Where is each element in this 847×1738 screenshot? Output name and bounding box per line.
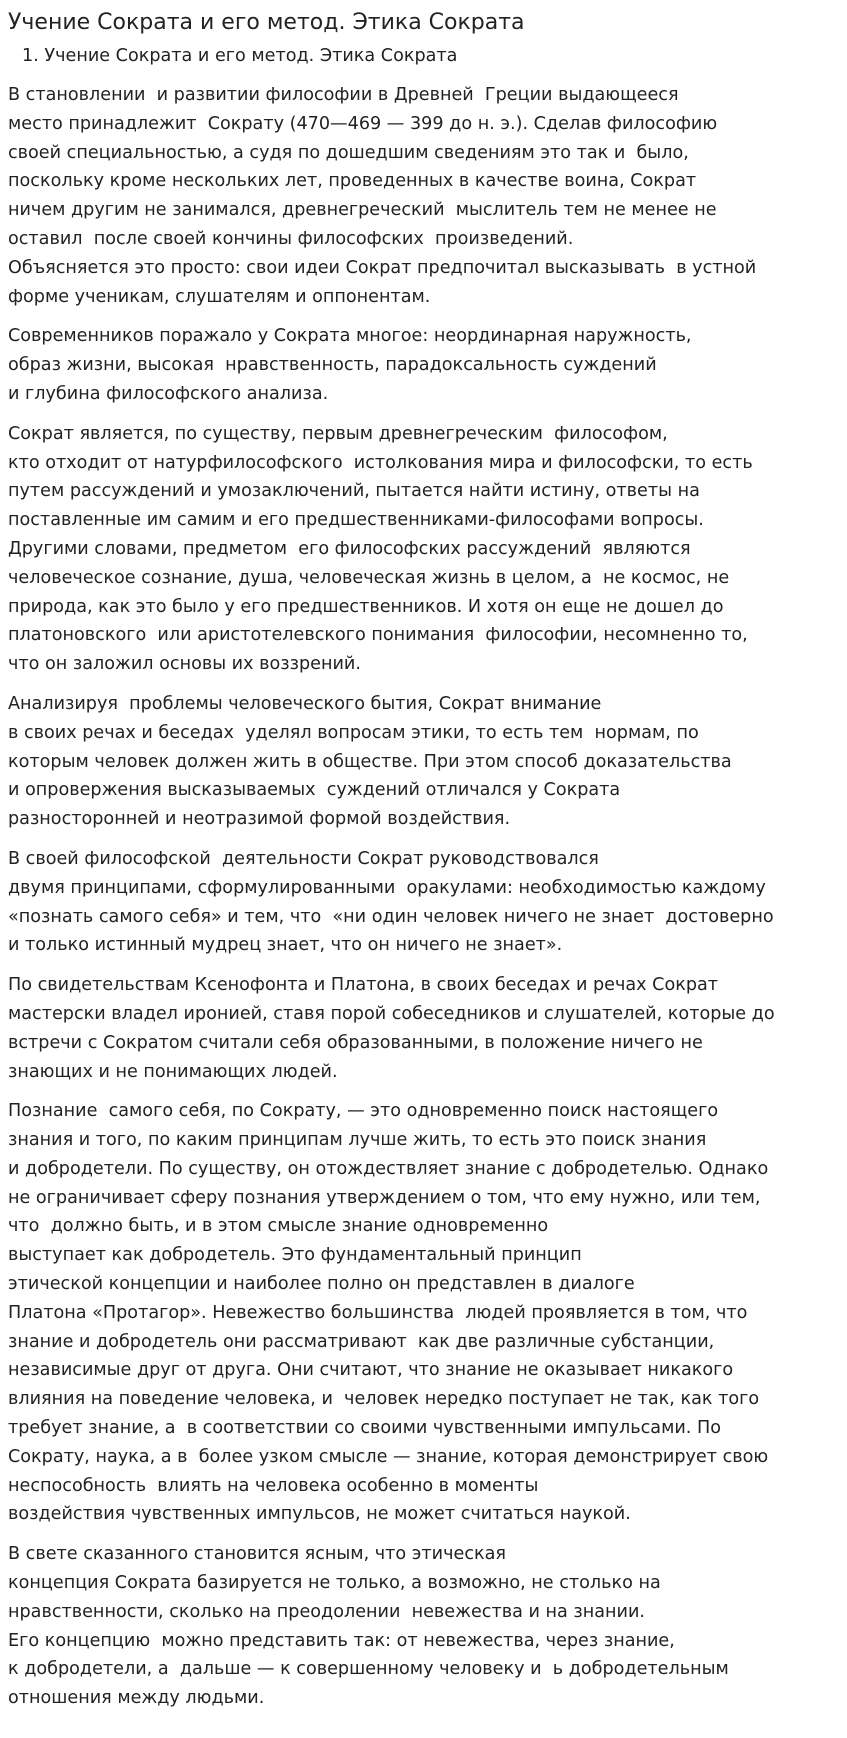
paragraph-line: в своих речах и беседах уделял вопросам этики, то есть тем нормам, по <box>8 722 699 743</box>
paragraph-line: ничем другим не занимался, древнегреческий мыслитель тем не менее не <box>8 200 717 221</box>
toc-item-number: 1. <box>22 46 39 66</box>
toc-item-text[interactable]: Учение Сократа и его метод. Этика Сократа <box>44 46 458 66</box>
paragraph-line: знающих и не понимающих людей. <box>8 1061 338 1082</box>
paragraph-line: путем рассуждений и умозаключений, пытается найти истину, ответы на <box>8 481 700 502</box>
paragraph-line: отношения между людьми. <box>8 1688 265 1709</box>
paragraph-line: своей специальностью, а судя по дошедшим сведениям это так и было, <box>8 142 689 163</box>
paragraph-line: и опровержения высказываемых суждений отличался у Сократа <box>8 780 621 801</box>
table-of-contents <box>8 44 843 68</box>
paragraph-line: платоновского или аристотелевского понимания философии, несомненно то, <box>8 625 748 646</box>
paragraph-line: форме ученикам, слушателям и оппонентам. <box>8 286 431 307</box>
paragraph-line: образ жизни, высокая нравственность, парадоксальность суждений <box>8 355 657 376</box>
paragraph-line: кто отходит от натурфилософского истолкования мира и философски, то есть <box>8 452 753 473</box>
paragraph-line: встречи с Сократом считали себя образованными, в положение ничего не <box>8 1032 703 1053</box>
paragraph-line: поскольку кроме нескольких лет, проведенных в качестве воина, Сократ <box>8 171 697 192</box>
paragraph-line: и добродетели. По существу, он отождествляет знание с добродетелью. Однако <box>8 1158 769 1179</box>
paragraph-line: оставил после своей кончины философских произведений. <box>8 228 574 249</box>
paragraph-line: В своей философской деятельности Сократ руководствовался <box>8 848 599 869</box>
paragraph-line: место принадлежит Сократу (470—469 — 399 до н. э.). Сделав философию <box>8 113 718 134</box>
paragraph-line: и глубина философского анализа. <box>8 383 329 404</box>
paragraph-line: мастерски владел иронией, ставя порой собеседников и слушателей, которые до <box>8 1003 775 1024</box>
paragraph-line: Современников поражало у Сократа многое: неординарная наружность, <box>8 326 692 347</box>
paragraph-line: природа, как это было у его предшественников. И хотя он еще не дошел до <box>8 596 724 617</box>
paragraph-line: человеческое сознание, душа, человеческая жизнь в целом, а не космос, не <box>8 567 730 588</box>
paragraph-line: В свете сказанного становится ясным, что этическая <box>8 1544 506 1565</box>
paragraph <box>8 322 843 408</box>
paragraph-line: Сократу, наука, а в более узком смысле — знание, которая демонстрирует свою <box>8 1446 769 1467</box>
paragraph <box>8 81 843 311</box>
paragraph-line: которым человек должен жить в обществе. При этом способ доказательства <box>8 751 732 772</box>
paragraph-line: требует знание, а в соответствии со своими чувственными импульсами. По <box>8 1418 721 1439</box>
paragraph <box>8 690 843 834</box>
page-title: Учение Сократа и его метод. Этика Сократа <box>8 10 525 35</box>
paragraph-line: По свидетельствам Ксенофонта и Платона, в своих беседах и речах Сократ <box>8 975 719 996</box>
paragraph-line: знания и того, по каким принципам лучше жить, то есть это поиск знания <box>8 1130 707 1151</box>
paragraph-line: В становлении и развитии философии в Древней Греции выдающееся <box>8 85 679 105</box>
paragraph-line: поставленные им самим и его предшественниками-философами вопросы. <box>8 510 704 531</box>
paragraph-line: разносторонней и неотразимой формой воздействия. <box>8 809 511 830</box>
paragraph-line: концепция Сократа базируется не только, а возможно, не столько на <box>8 1573 661 1594</box>
paragraph-line: Анализируя проблемы человеческого бытия, Сократ внимание <box>8 693 602 714</box>
paragraph <box>8 420 843 679</box>
paragraph-line: Познание самого себя, по Сократу, — это одновременно поиск настоящего <box>8 1101 719 1122</box>
paragraph-line: Платона «Протагор». Невежество большинства людей проявляется в том, что <box>8 1302 748 1323</box>
paragraph-line: «познать самого себя» и тем, что «ни один человек ничего не знает достоверно <box>8 906 774 927</box>
paragraph-line: Другими словами, предметом его философских рассуждений являются <box>8 538 691 559</box>
paragraph-line: независимые друг от друга. Они считают, что знание не оказывает никакого <box>8 1360 734 1381</box>
paragraph-line: воздействия чувственных импульсов, не может считаться наукой. <box>8 1504 631 1525</box>
article-body <box>8 81 843 1713</box>
paragraph-line: неспособность влиять на человека особенно в моменты <box>8 1475 539 1496</box>
paragraph-line: Его концепцию можно представить так: от невежества, через знание, <box>8 1630 675 1651</box>
paragraph-line: не ограничивает сферу познания утверждением о том, что ему нужно, или тем, <box>8 1187 761 1208</box>
paragraph-line: Объясняется это просто: свои идеи Сократ предпочитал высказывать в устной <box>8 257 757 278</box>
paragraph-line: к добродетели, а дальше — к совершенному человеку и ь добродетельным <box>8 1659 729 1680</box>
paragraph-line: знание и добродетель они рассматривают как две различные субстанции, <box>8 1331 715 1352</box>
paragraph-line: Сократ является, по существу, первым древнегреческим философом, <box>8 423 668 444</box>
paragraph-line: что должно быть, и в этом смысле знание одновременно <box>8 1216 549 1237</box>
paragraph-line: выступает как добродетель. Это фундаментальный принцип <box>8 1245 582 1266</box>
paragraph <box>8 971 843 1086</box>
paragraph-line: двумя принципами, сформулированными оракулами: необходимостью каждому <box>8 877 766 898</box>
paragraph-line: нравственности, сколько на преодолении невежества и на знании. <box>8 1601 645 1622</box>
paragraph-line: что он заложил основы их воззрений. <box>8 654 361 675</box>
paragraph <box>8 1540 843 1713</box>
paragraph <box>8 845 843 960</box>
paragraph-line: этической концепции и наиболее полно он представлен в диалоге <box>8 1274 635 1295</box>
paragraph <box>8 1097 843 1529</box>
paragraph-line: и только истинный мудрец знает, что он ничего не знает». <box>8 935 563 956</box>
paragraph-line: влияния на поведение человека, и человек нередко поступает не так, как того <box>8 1389 760 1410</box>
toc-item[interactable] <box>22 44 843 68</box>
